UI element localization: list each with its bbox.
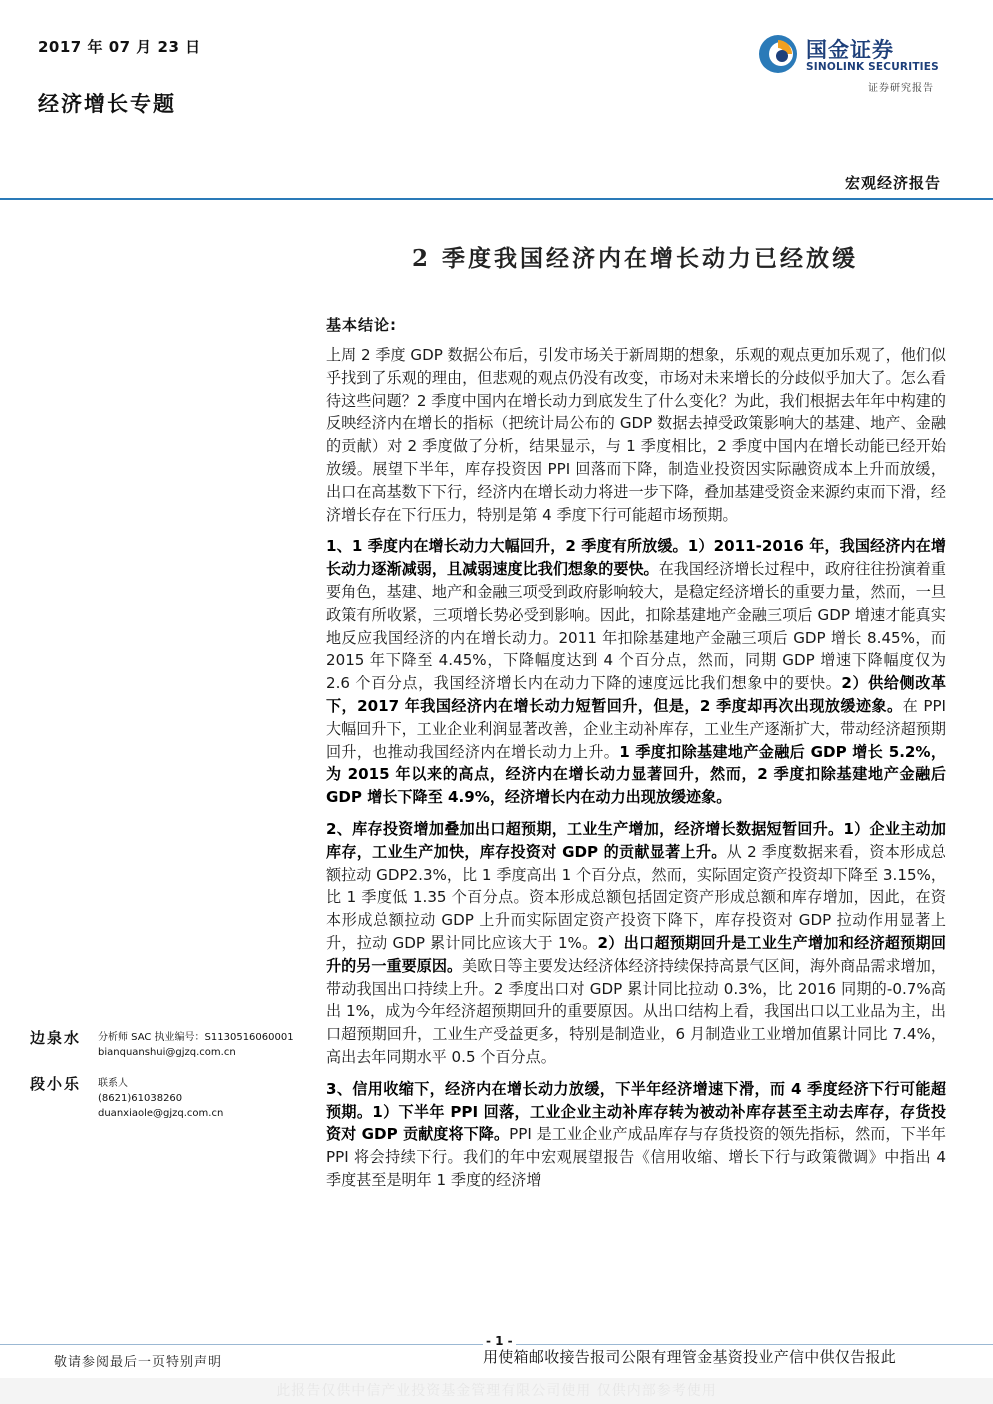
footer-notice: 用使箱邮收接告报司公限有理管金基资投业产信中供仅告报此 <box>483 1348 897 1366</box>
point-2-heading: 2、库存投资增加叠加出口超预期，工业生产增加，经济增长数据短暂回升。1）企业主动加库存，工业生产加快，库存投资对 GDP 的贡献显著上升。 <box>326 819 946 861</box>
point-1-text-b: 在 PPI 大幅回升下，工业企业利润显著改善，企业主动补库存，工业生产逐渐扩大，带动经济超预期回升，也推动我国经济内在增长动力上升。 <box>326 696 946 761</box>
point-2-paragraph <box>326 818 946 1069</box>
author-role: 联系人 <box>98 1078 128 1089</box>
point-1-sub-heading: 2）供给侧改革下，2017 年我国经济内在增长动力短暂回升，但是，2 季度却再次出现放缓迹象。 <box>326 674 946 715</box>
summary-heading: 基本结论: <box>326 316 397 334</box>
page-number: - 1 - <box>483 1334 516 1348</box>
report-date: 2017 年 07 月 23 日 <box>38 38 201 56</box>
author-name: 边泉水 <box>30 1029 82 1047</box>
series-title: 经济增长专题 <box>38 91 176 116</box>
report-type: 宏观经济报告 <box>844 174 941 192</box>
author-email[interactable]: bianquanshui@gjzq.com.cn <box>98 1047 236 1058</box>
watermark: 此报告仅供中信产业投资基金管理有限公司使用 仅供内部参考使用 <box>0 1378 993 1404</box>
point-2-text-a: 从 2 季度数据来看，资本形成总额拉动 GDP2.3%，比 1 季度高出 1 个百分点，然而，实际固定资产投资却下降至 3.15%，比 1 季度低 1.35 个百分点。资本形成总额包括固定资产形成总额和库存增加，因此，在资本形成总额拉动 GDP 上升而实际固定资产投资下降下，库存投资对 GDP 拉动作用显著上升，拉动 GDP 累计同比应该大于 1%。 <box>326 842 946 952</box>
point-3-heading: 3、信用收缩下，经济内在增长动力放缓，下半年经济增速下滑，而 4 季度经济下行可能超预期。1）下半年 PPI 回落，工业企业主动补库存转为被动补库存甚至主动去库存，存货投资对 GDP 贡献度将下降。 <box>326 1079 946 1144</box>
intro-paragraph: 上周 2 季度 GDP 数据公布后，引发市场关于新周期的想象，乐观的观点更加乐观了，他们似乎找到了乐观的理由，但悲观的观点仍没有改变，市场对未来增长的分歧似乎加大了。怎么看待这些问题？2 季度中国内在增长动力到底发生了什么变化？为此，我们根据去年年中构建的反映经济内在增长的指标（把统计局公布的 GDP 数据去掉受政策影响大的基建、地产、金融的贡献）对 2 季度做了分析，结果显示，与 1 季度相比，2 季度中国内在增长动能已经开始放缓。展望下半年，库存投资因 PPI 回落而下降，制造业投资因实际融资成本上升而放缓，出口在高基数下下行，经济内在增长动力将进一步下降，叠加基建受资金来源约束而下滑，经济增长存在下行压力，特别是第 4 季度下行可能超市场预期。 <box>326 346 946 524</box>
author-email[interactable]: duanxiaole@gjzq.com.cn <box>98 1108 224 1119</box>
point-1-conclusion: 1 季度扣除基建地产金融后 GDP 增长 5.2%，为 2015 年以来的高点，经济内在增长动力显著回升，然而，2 季度扣除基建地产金融后 GDP 增长下降至 4.9%，经济增长内在动力出现放缓迹象。 <box>326 742 946 807</box>
logo-cn-text: 国金证券 <box>806 38 894 62</box>
sinolink-logo-icon <box>756 32 800 76</box>
point-1-heading: 1、1 季度内在增长动力大幅回升，2 季度有所放缓。1）2011-2016 年，我国经济内在增长动力逐渐减弱，且减弱速度比我们想象的要快。 <box>326 537 946 579</box>
logo-subtitle: 证券研究报告 <box>868 83 934 94</box>
point-2-sub-heading: 2）出口超预期回升是工业生产增加和经济超预期回升的另一重要原因。 <box>326 933 946 975</box>
report-body <box>326 344 946 1201</box>
point-1-text-a: 在我国经济增长过程中，政府往往扮演着重要角色，基建、地产和金融三项受到政府影响较大，是稳定经济增长的重要力量，然而，一旦政策有所收紧，三项增长势必受到影响。因此，扣除基建地产金融三项后 GDP 增速才能真实地反应我国经济的内在增长动力。2011 年扣除基建地产金融三项后 GDP 增长 8.45%，而 2015 年下降至 4.45%，下降幅度达到 4 个百分点，然而，同期 GDP 增速下降幅度仅为 2.6 个百分点，我国经济增长内在动力下降的速度远比我们想象中的要快。 <box>326 560 946 693</box>
logo-en-text: SINOLINK SECURITIES <box>806 61 939 73</box>
header-divider <box>0 198 993 200</box>
author-name: 段小乐 <box>30 1075 82 1093</box>
point-2-text-b: 美欧日等主要发达经济体经济持续保持高景气区间，海外商品需求增加，带动我国出口持续上升。2 季度出口对 GDP 累计同比拉动 0.3%，比 2016 同期的-0.7%高出 1%，成为今年经济超预期回升的重要原因。从出口结构上看，我国出口以工业品为主，出口超预期回升，工业生产受益更多，特别是制造业，6 月制造业工业增加值累计同比 7.4%，高出去年同期水平 0.5 个百分点。 <box>326 956 946 1066</box>
point-3-text-a: PPI 是工业企业产成品库存与存货投资的领先指标，然而，下半年 PPI 将会持续下行。我们的年中宏观展望报告《信用收缩、增长下行与政策微调》中指出 4 季度甚至是明年 1 季度的经济增 <box>326 1125 946 1189</box>
report-title: 2 季度我国经济内在增长动力已经放缓 <box>411 245 858 272</box>
author-phone: (8621)61038260 <box>98 1093 183 1104</box>
author-role: 分析师 SAC 执业编号：S1130516060001 <box>98 1032 294 1043</box>
point-3-paragraph <box>326 1078 946 1192</box>
point-1-paragraph <box>326 535 946 809</box>
footer-disclaimer: 敬请参阅最后一页特别声明 <box>54 1355 223 1370</box>
